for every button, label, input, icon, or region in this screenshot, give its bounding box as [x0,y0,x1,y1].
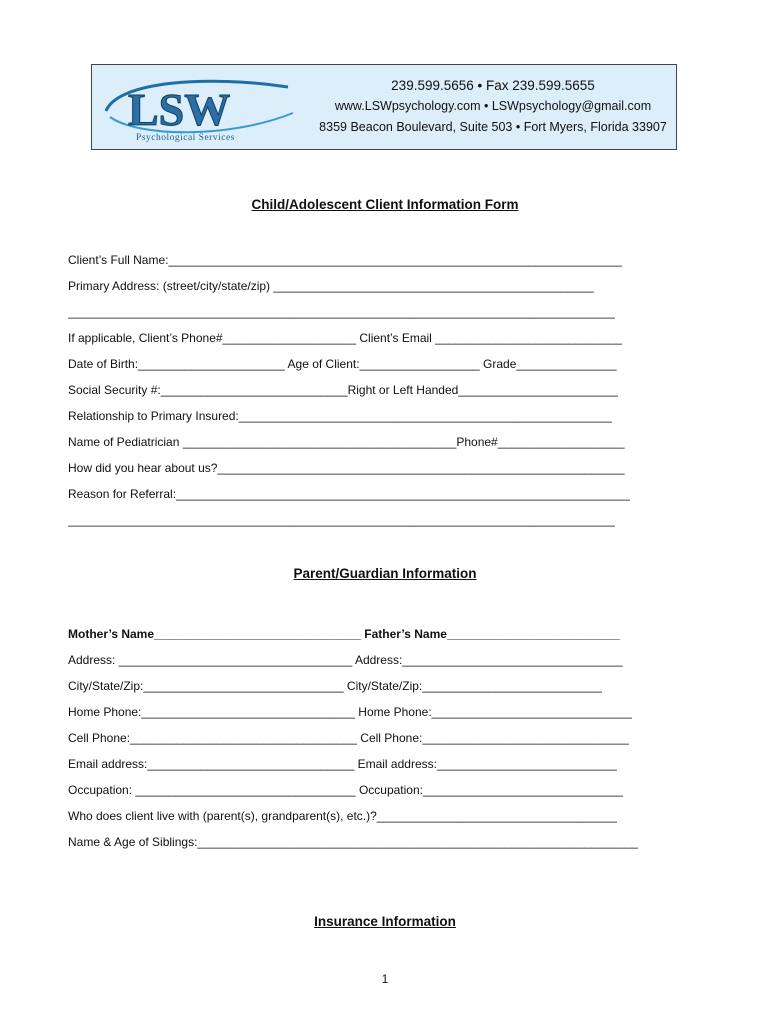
form-field-row[interactable]: Address: ___________________________________ Address:_________________________________ [68,653,623,667]
form-field-row[interactable]: Email address:_______________________________ Email address:___________________________ [68,757,618,771]
form-field-row[interactable]: Home Phone:________________________________ Home Phone:______________________________ [68,705,632,719]
form-field-row[interactable]: Who does client live with (parent(s), grandparent(s), etc.)?____________________________________ [68,809,618,823]
form-field-row[interactable]: Social Security #:____________________________Right or Left Handed________________________ [68,383,619,397]
contact-info [314,75,672,138]
form-field-row[interactable]: Client’s Full Name:____________________________________________________________________ [68,253,623,267]
phone-fax: 239.599.5656 • Fax 239.599.5655 [391,78,595,93]
form-field-row[interactable]: Date of Birth:______________________ Age of Client:__________________ Grade_______________ [68,357,617,371]
form-field-row[interactable]: Cell Phone:__________________________________ Cell Phone:_______________________________ [68,731,630,745]
form-field-row[interactable]: Relationship to Primary Insured:________________________________________________________ [68,409,613,423]
insurance-section-title: Insurance Information [314,914,456,929]
form-field-row[interactable]: __________________________________________________________________________________ [68,305,616,319]
form-field-row[interactable]: __________________________________________________________________________________ [68,513,616,527]
form-title: Child/Adolescent Client Information Form [251,197,519,212]
form-field-row[interactable]: Mother’s Name_______________________________ Father’s Name__________________________ [68,627,621,641]
form-field-row[interactable]: Name & Age of Siblings:__________________________________________________________________ [68,835,638,849]
office-address: 8359 Beacon Boulevard, Suite 503 • Fort Myers, Florida 33907 [319,120,667,134]
form-field-row[interactable]: How did you hear about us?_____________________________________________________________ [68,461,625,475]
form-field-row[interactable]: Occupation: _________________________________ Occupation:______________________________ [68,783,624,797]
svg-text:LSW: LSW [128,84,231,135]
letterhead [91,64,677,150]
page-number: 1 [381,972,389,986]
form-field-row[interactable]: Reason for Referral:____________________________________________________________________ [68,487,630,501]
lsw-logo [98,69,298,145]
parent-section-title: Parent/Guardian Information [293,566,477,581]
form-field-row[interactable]: Name of Pediatrician _________________________________________Phone#___________________ [68,435,625,449]
form-field-row[interactable]: Primary Address: (street/city/state/zip) ________________________________________________ [68,279,594,293]
web-email: www.LSWpsychology.com • LSWpsychology@gmail.com [334,99,652,113]
form-field-row[interactable]: City/State/Zip:______________________________ City/State/Zip:___________________________ [68,679,603,693]
svg-text:Psychological Services: Psychological Services [136,133,235,143]
form-field-row[interactable]: If applicable, Client’s Phone#____________________ Client’s Email ____________________________ [68,331,623,345]
